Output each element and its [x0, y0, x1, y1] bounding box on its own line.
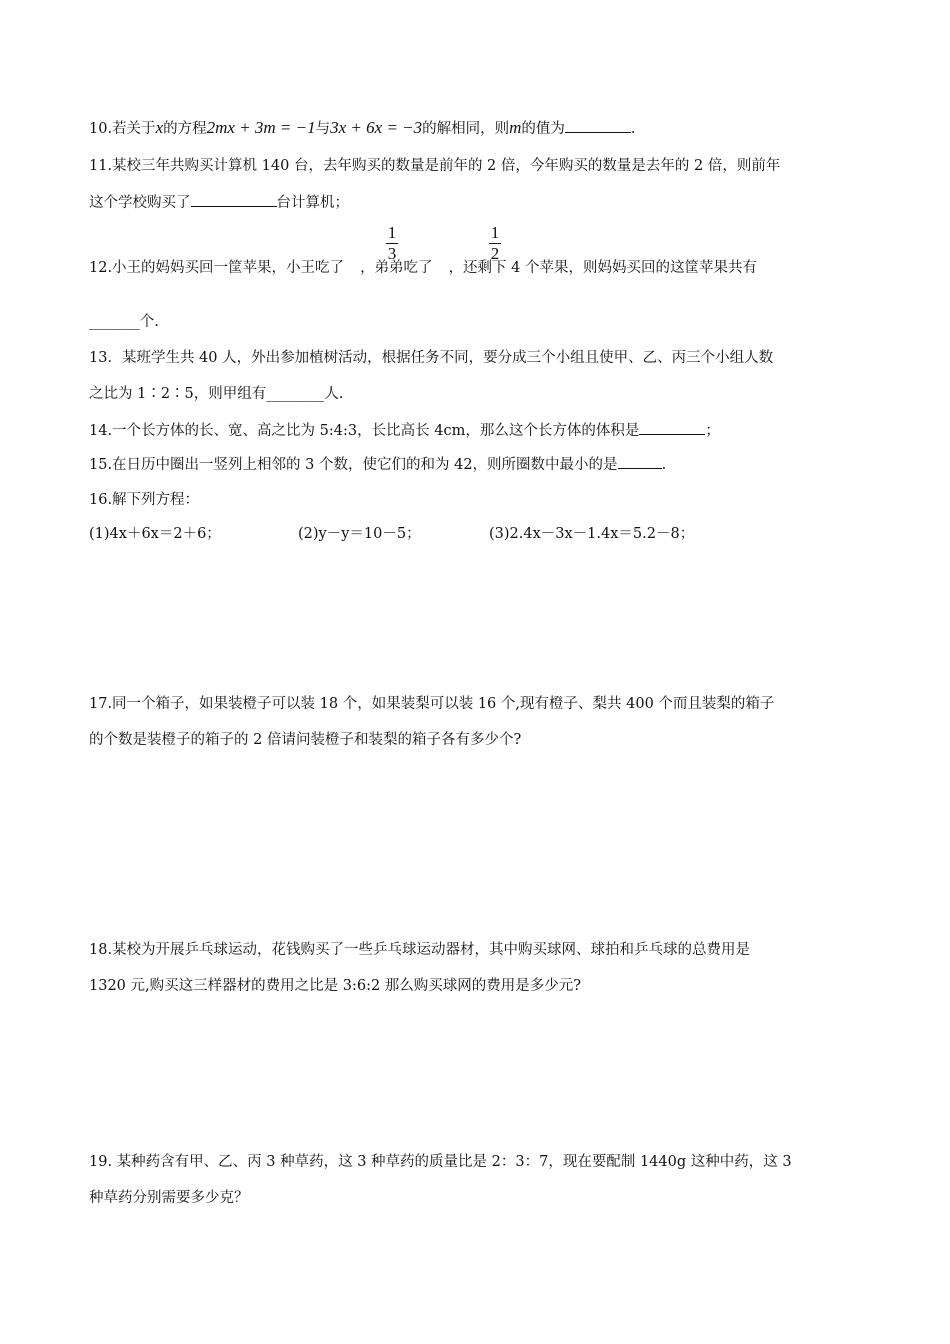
q13-text-b: 人.: [324, 386, 344, 402]
q15-text-a: 15.在日历中圈出一竖列上相邻的 3 个数，使它们的和为 42，则所圈数中最小的是: [89, 457, 618, 473]
q15-answer-blank[interactable]: [618, 454, 662, 469]
question-11-line-1: 11.某校三年共购买计算机 140 台，去年购买的数量是前年的 2 倍，今年购买的数量是去年的 2 倍，则前年: [89, 158, 781, 174]
question-17-line-2: 的个数是装橙子的箱子的 2 倍请问装橙子和装梨的箱子各有多少个?: [89, 732, 522, 748]
question-15: [89, 454, 666, 475]
question-19-line-2: 种草药分别需要多少克？: [89, 1190, 249, 1206]
question-18-line-1: 18.某校为开展乒乓球运动，花钱购买了一些乒乓球运动器材，其中购买球网、球拍和乒乓球的总费用是: [89, 942, 751, 958]
q12-fraction-one-third: [385, 224, 399, 263]
q10-equation-2: 3x + 6x = −3: [330, 118, 423, 137]
q16-equation-1: (1)4x＋6x＝2＋6；: [89, 526, 221, 542]
question-12-line-1: [89, 258, 757, 278]
question-13-line-1: 13．某班学生共 40 人，外出参加植树活动，根据任务不同，要分成三个小组且使甲、乙、丙三个小组人数: [89, 350, 774, 366]
q12-fraction-one-half: [488, 224, 502, 263]
q10-text-a: 10.若关于: [89, 121, 156, 137]
q10-text-b: 的方程: [163, 121, 207, 137]
q10-var-m: m: [509, 118, 522, 137]
question-13-line-2: [89, 384, 343, 404]
question-17-line-1: 17.同一个箱子，如果装橙子可以装 18 个，如果装梨可以装 16 个,现有橙子、梨共 400 个而且装梨的箱子: [89, 696, 775, 712]
q12-frac1-denominator: 3: [387, 244, 397, 263]
q10-var-x: x: [155, 118, 164, 137]
q10-text-e: 的值为: [521, 121, 565, 137]
q11-text-b: 台计算机；: [276, 195, 349, 211]
question-10: [89, 118, 636, 139]
q10-end: .: [630, 121, 636, 137]
q14-answer-blank[interactable]: [639, 420, 705, 435]
question-12-line-2: [89, 312, 159, 332]
q13-answer-blank[interactable]: ________: [266, 386, 325, 402]
question-14: [89, 420, 720, 441]
q10-text-d: 的解相同，则: [422, 121, 510, 137]
q12-frac1-numerator: 1: [387, 223, 397, 242]
q11-answer-blank[interactable]: [191, 192, 277, 207]
q14-text-a: 14.一个长方体的长、宽、高之比为 5:4:3，长比高长 4cm，那么这个长方体的体积是: [89, 423, 640, 439]
question-11-line-2: [89, 192, 349, 213]
q12-answer-blank[interactable]: _______: [89, 314, 140, 330]
q12-text-c: ，还剩下 4 个苹果，则妈妈买回的这筐苹果共有: [448, 260, 758, 276]
q12-frac2-numerator: 1: [490, 223, 500, 242]
q16-equation-3: (3)2.4x－3x－1.4x＝5.2－8；: [489, 526, 695, 542]
q16-equation-2: (2)y－y＝10－5；: [298, 526, 421, 542]
q12-text-b: ，弟弟吃了: [360, 260, 433, 276]
q11-text-a: 这个学校购买了: [89, 195, 191, 211]
q12-text-d: 个.: [139, 314, 159, 330]
question-18-line-2: 1320 元,购买这三样器材的费用之比是 3:6:2 那么购买球网的费用是多少元?: [89, 978, 582, 994]
q15-text-b: .: [661, 457, 667, 473]
q14-text-b: ；: [705, 423, 720, 439]
question-16-title: 16.解下列方程：: [89, 492, 200, 508]
q10-text-c: 与: [315, 121, 331, 137]
q10-answer-blank[interactable]: [565, 118, 631, 133]
q12-text-a: 12.小王的妈妈买回一筐苹果，小王吃了: [89, 260, 345, 276]
q13-text-a: 之比为 1∶2∶5，则甲组有: [89, 386, 267, 402]
question-19-line-1: 19. 某种药含有甲、乙、丙 3 种草药，这 3 种草药的质量比是 2：3：7，现在要配制 1440g 这种中药，这 3: [89, 1154, 792, 1170]
q12-frac2-denominator: 2: [490, 244, 500, 263]
q10-equation-1: 2mx + 3m = −1: [206, 118, 316, 137]
